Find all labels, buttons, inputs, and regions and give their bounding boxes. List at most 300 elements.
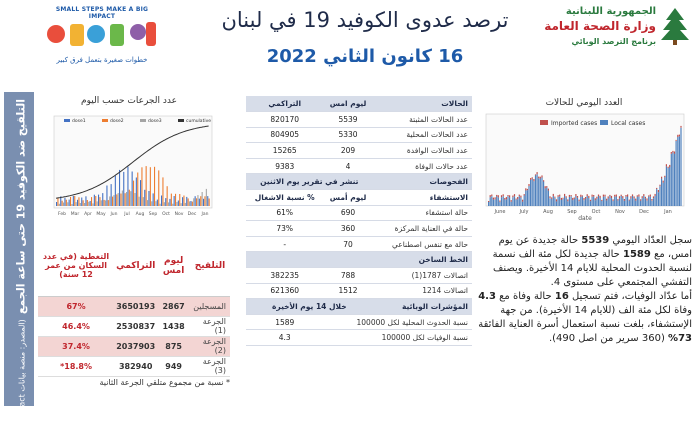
vaccination-bar (151, 201, 152, 206)
vaccination-bar (200, 196, 201, 206)
daily-local-bar (640, 201, 641, 206)
vaccination-bar (56, 202, 57, 206)
daily-local-bar (619, 198, 620, 206)
daily-imported-bar (546, 186, 547, 187)
vaccination-bar (66, 200, 67, 206)
daily-local-bar (528, 186, 529, 206)
daily-imported-bar (507, 195, 508, 196)
daily-imported-bar (559, 195, 560, 197)
daily-local-bar (629, 201, 630, 206)
daily-imported-bar (520, 196, 521, 198)
daily-imported-bar (627, 194, 628, 196)
vaccination-bar (119, 170, 120, 206)
legend-swatch (178, 119, 184, 122)
row-cumulative: 15265 (246, 143, 323, 159)
daily-imported-bar (527, 189, 528, 190)
daily-local-bar (575, 196, 576, 206)
daily-imported-bar (676, 140, 677, 141)
vaccination-bar (122, 191, 123, 207)
month-tick-label: July (519, 209, 529, 215)
hosp-header-row (246, 190, 472, 206)
table-row (246, 205, 472, 221)
month-tick-label: Jan (664, 209, 672, 215)
daily-imported-bar (672, 151, 673, 153)
row-label: عدد الحالات المحلية (373, 127, 472, 143)
table-row (246, 221, 472, 237)
row-label: اتصالات 1787(1) (373, 268, 472, 284)
tests-header-row (246, 174, 472, 190)
daily-imported-bar (506, 197, 507, 199)
vaccination-bar (176, 202, 177, 206)
page-title: ترصد عدوى الكوفيد 19 في لبنان (221, 8, 509, 32)
daily-imported-bar (603, 195, 604, 197)
summary-text-part: أما عدّاد الوفيات، فتم تسجيل (571, 291, 692, 302)
table-row (246, 127, 472, 143)
vaccination-bar (158, 170, 159, 206)
daily-imported-bar (606, 199, 607, 201)
summary-text-part: سجل العدّاد اليومي (612, 235, 692, 246)
daily-imported-bar (545, 186, 546, 188)
vac-row-cumulative: 2037903 (114, 336, 157, 356)
row-today: 70 (323, 236, 372, 252)
vaccination-bar (178, 201, 179, 207)
hotline-header-row (246, 252, 472, 268)
vaccination-bar (57, 198, 58, 207)
row-today: 4 (323, 158, 372, 174)
ministry-logo (542, 4, 694, 54)
daily-imported-bar (601, 200, 602, 201)
daily-local-bar (520, 198, 521, 207)
vaccination-bar (175, 194, 176, 206)
summary-text-part: (360 سرير من اصل 490). (548, 333, 665, 344)
daily-imported-bar (655, 194, 656, 196)
daily-local-bar (541, 177, 542, 206)
vaccination-bar (169, 199, 170, 206)
daily-imported-bar (498, 195, 499, 197)
daily-imported-bar (583, 198, 584, 200)
vaccination-bar (190, 201, 191, 206)
daily-imported-bar (595, 198, 596, 200)
vac-row-coverage: 46.4% (38, 316, 114, 336)
month-tick-label: Nov (615, 209, 625, 215)
daily-imported-bar (600, 196, 601, 198)
daily-local-bar (659, 186, 660, 206)
summary-cases: 5539 (581, 235, 610, 246)
daily-local-bar (580, 197, 581, 206)
daily-local-bar (679, 136, 680, 206)
daily-local-bar (548, 191, 549, 206)
month-tick-label: Oct (162, 212, 170, 217)
row-value: 1589 (246, 314, 323, 330)
daily-imported-bar (637, 195, 638, 196)
daily-local-bar (583, 200, 584, 206)
daily-imported-bar (493, 198, 494, 200)
vaccination-bar (165, 198, 166, 206)
vac-header-cumulative: التراكمي (114, 236, 157, 296)
vaccination-bar (71, 204, 72, 206)
vaccination-bar (199, 199, 200, 206)
daily-imported-bar (632, 194, 633, 196)
month-tick-label: Feb (58, 212, 66, 217)
vaccination-bar (133, 181, 134, 206)
daily-local-bar (498, 197, 499, 206)
daily-imported-bar (556, 199, 557, 201)
vaccination-bar (74, 196, 75, 206)
table-row (246, 112, 472, 128)
daily-local-bar (587, 196, 588, 206)
vaccination-bar (125, 193, 126, 206)
daily-local-bar (658, 192, 659, 206)
vaccination-bar (97, 201, 98, 206)
daily-local-bar (496, 196, 497, 206)
daily-local-bar (601, 201, 602, 206)
vac-header-coverage: التغطية (في عدد السكان من عمر 12 سنة) (38, 236, 114, 296)
daily-imported-bar (679, 135, 680, 137)
daily-local-bar (566, 198, 567, 206)
daily-local-bar (634, 198, 635, 206)
vaccination-bar (185, 203, 186, 206)
daily-local-bar (669, 167, 670, 206)
vaccination-bar (203, 199, 204, 206)
daily-local-bar (511, 202, 512, 206)
row-today: 360 (323, 221, 372, 237)
vaccination-bar (171, 194, 172, 206)
daily-local-bar (572, 200, 573, 206)
tests-header-note: تنشر في تقرير يوم الاثنين (246, 174, 373, 190)
daily-imported-bar (564, 194, 565, 196)
daily-local-bar (582, 196, 583, 206)
daily-imported-bar (511, 200, 512, 202)
vaccination-bar (118, 193, 119, 206)
vaccination-bar (134, 193, 135, 206)
summary-text (478, 234, 692, 346)
vaccination-bar (146, 166, 147, 206)
vac-row-label: الجرعة (3) (190, 356, 230, 376)
daily-imported-bar (663, 181, 664, 183)
daily-imported-bar (558, 195, 559, 197)
daily-local-bar (493, 199, 494, 206)
daily-local-bar (525, 191, 526, 207)
month-tick-label: Dec (187, 212, 197, 217)
table-row (246, 158, 472, 174)
daily-local-bar (617, 201, 618, 207)
daily-local-bar (606, 200, 607, 206)
vaccination-bar (80, 203, 81, 206)
vaccination-bar (136, 178, 137, 207)
daily-imported-bar (577, 196, 578, 198)
daily-imported-bar (625, 195, 626, 197)
daily-local-bar (635, 201, 636, 206)
row-label: حالة في العناية المركزة (373, 221, 472, 237)
summary-paragraph-1 (478, 234, 692, 290)
daily-local-bar (517, 199, 518, 206)
daily-imported-bar (661, 177, 662, 179)
month-tick-label: Apr (84, 212, 92, 217)
daily-imported-bar (658, 190, 659, 192)
daily-imported-bar (554, 197, 555, 198)
daily-local-bar (666, 166, 667, 206)
daily-local-bar (680, 128, 681, 206)
vaccination-bar (195, 196, 196, 206)
vaccination-bar (130, 191, 131, 206)
indicators-header-period: خلال 14 يوم الأخيرة (246, 299, 373, 315)
legend-label: dose2 (110, 119, 124, 124)
row-label: عدد الحالات المثبتة (373, 112, 472, 128)
daily-imported-bar (674, 152, 675, 154)
vaccination-bar (188, 198, 189, 206)
daily-local-bar (527, 190, 528, 206)
daily-local-bar (506, 199, 507, 206)
vaccination-bar (101, 200, 102, 206)
daily-local-bar (553, 196, 554, 206)
vaccination-bar (193, 198, 194, 206)
daily-local-bar (642, 198, 643, 206)
daily-local-bar (638, 197, 639, 206)
daily-imported-bar (566, 196, 567, 198)
daily-local-bar (551, 199, 552, 206)
legend-label: dose1 (72, 119, 86, 124)
daily-imported-bar (562, 198, 563, 199)
daily-imported-bar (561, 198, 562, 200)
vaccination-bar (196, 198, 197, 206)
vac-row-coverage: 37.4% (38, 336, 114, 356)
row-today: 690 (323, 205, 372, 221)
daily-local-bar (645, 198, 646, 206)
table-header-row (246, 96, 472, 112)
daily-imported-bar (579, 200, 580, 202)
daily-imported-bar (488, 201, 489, 202)
vaccination-footnote: * نسبة من مجموع متلقي الجرعة الثانية (99, 378, 230, 387)
vaccination-bar (106, 186, 107, 207)
table-row (38, 316, 230, 336)
legend-swatch (140, 119, 146, 122)
vaccination-bar (161, 196, 162, 207)
daily-imported-bar (609, 195, 610, 196)
vaccination-bar (209, 199, 210, 207)
daily-imported-bar (572, 198, 573, 200)
row-today: 5330 (323, 127, 372, 143)
daily-imported-bar (519, 195, 520, 197)
indicators-header-row (246, 299, 472, 315)
daily-local-bar (556, 201, 557, 206)
vaccination-bar (73, 196, 74, 206)
vaccination-bar (172, 204, 173, 206)
daily-imported-bar (514, 194, 515, 196)
daily-local-bar (655, 196, 656, 206)
daily-imported-bar (543, 180, 544, 181)
cases-header-today: ليوم امس (323, 96, 372, 112)
vaccination-chart (40, 96, 218, 226)
daily-local-bar (503, 196, 504, 206)
daily-imported-bar (501, 195, 502, 197)
vaccination-side-banner (4, 92, 34, 425)
daily-local-bar (603, 197, 604, 206)
legend-swatch (102, 119, 108, 122)
daily-local-bar (567, 201, 568, 206)
vac-row-cumulative: 382940 (114, 356, 157, 376)
vac-row-coverage: 18.8%* (38, 356, 114, 376)
daily-imported-bar (590, 200, 591, 201)
vaccination-bar (126, 192, 127, 206)
indicators-header-label: المؤشرات الوبائية (373, 299, 472, 315)
daily-imported-bar (504, 198, 505, 200)
vaccination-bar (197, 195, 198, 206)
daily-imported-bar (648, 195, 649, 196)
daily-cases-chart (480, 96, 688, 224)
daily-imported-bar (524, 194, 525, 195)
month-tick-label: Jun (110, 212, 118, 217)
daily-imported-bar (509, 195, 510, 197)
daily-imported-bar (614, 195, 615, 197)
daily-imported-bar (680, 126, 681, 128)
report-header (0, 0, 700, 92)
vaccination-chart-plot (40, 108, 218, 226)
vaccination-bar (95, 196, 96, 206)
row-label: عدد الحالات الوافدة (373, 143, 472, 159)
row-cumulative: 382235 (246, 268, 323, 284)
daily-local-bar (585, 199, 586, 206)
daily-imported-bar (643, 194, 644, 196)
daily-imported-bar (549, 196, 550, 198)
daily-imported-bar (619, 196, 620, 198)
daily-imported-bar (664, 176, 665, 177)
table-row (38, 356, 230, 376)
daily-imported-bar (656, 188, 657, 189)
ministry-line-3: برنامج الترصد الوبائي (571, 37, 656, 46)
daily-imported-bar (592, 195, 593, 197)
daily-imported-bar (517, 197, 518, 199)
vaccination-bar (64, 198, 65, 206)
daily-imported-bar (596, 197, 597, 199)
row-label: حالة استشفاء (373, 205, 472, 221)
month-tick-label: Jan (201, 212, 209, 217)
vaccination-bar (153, 193, 154, 206)
daily-local-bar (524, 196, 525, 207)
vac-row-coverage: 67% (38, 296, 114, 316)
daily-local-bar (598, 196, 599, 206)
vaccination-bar (155, 201, 156, 206)
daily-imported-bar (608, 196, 609, 198)
vac-row-cumulative: 3650193 (114, 296, 157, 316)
daily-imported-bar (668, 167, 669, 168)
table-row (38, 296, 230, 316)
daily-local-bar (674, 154, 675, 206)
daily-imported-bar (491, 195, 492, 197)
hosp-header-label: الاستشفاء (373, 190, 472, 206)
daily-local-bar (571, 196, 572, 206)
banner-title: التلقيح ضد الكوفيد 19 حتى ساعة الجمع (14, 99, 28, 315)
daily-imported-bar (588, 196, 589, 198)
daily-imported-bar (638, 194, 639, 196)
summary-death-rate: 4.3 (478, 291, 496, 302)
daily-imported-bar (651, 199, 652, 201)
daily-local-bar (549, 198, 550, 206)
daily-imported-bar (571, 195, 572, 196)
daily-local-bar (637, 197, 638, 206)
vaccination-bar (59, 204, 60, 206)
vaccination-bar (148, 191, 149, 206)
daily-local-bar (554, 198, 555, 206)
row-pct: 73% (246, 221, 323, 237)
daily-local-bar (495, 199, 496, 206)
daily-local-bar (648, 197, 649, 206)
table-row (246, 314, 472, 330)
vaccination-bar (78, 197, 79, 206)
vaccination-bar (91, 197, 92, 206)
vaccination-bar (88, 202, 89, 206)
daily-local-bar (609, 196, 610, 206)
daily-imported-bar (634, 196, 635, 198)
daily-imported-bar (629, 200, 630, 201)
vaccination-bar (104, 200, 105, 206)
vaccination-chart-title: عدد الجرعات حسب اليوم (81, 96, 177, 106)
cases-header-label: الحالات (373, 96, 472, 112)
daily-imported-bar (499, 201, 500, 202)
vaccination-bar (144, 190, 145, 206)
daily-local-bar (579, 201, 580, 206)
daily-local-bar (677, 137, 678, 206)
vaccination-bar (164, 202, 165, 206)
daily-local-bar (588, 198, 589, 206)
daily-imported-bar (538, 177, 539, 179)
daily-local-bar (561, 200, 562, 206)
summary-paragraph-2 (478, 290, 692, 346)
summary-deaths: 16 (554, 291, 569, 302)
daily-imported-bar (616, 195, 617, 197)
daily-local-bar (664, 177, 665, 206)
legend-label: dose3 (148, 119, 162, 124)
daily-local-bar (661, 179, 662, 206)
daily-local-bar (656, 189, 657, 206)
month-tick-label: Mar (70, 212, 80, 217)
daily-local-bar (577, 198, 578, 206)
daily-imported-bar (551, 197, 552, 199)
vaccination-bar (112, 197, 113, 206)
daily-chart-xlabel: date (578, 215, 592, 222)
month-tick-label: Aug (135, 212, 145, 217)
daily-imported-bar (548, 189, 549, 191)
vaccination-bar (150, 167, 151, 206)
vaccination-bar (157, 200, 158, 206)
vaccination-bar (92, 203, 93, 206)
daily-local-bar (651, 201, 652, 206)
daily-imported-bar (541, 175, 542, 177)
daily-imported-bar (621, 195, 622, 196)
month-tick-label: Dec (639, 209, 649, 215)
daily-imported-bar (496, 195, 497, 196)
row-label: اتصالات 1214 (373, 283, 472, 299)
daily-imported-bar (537, 172, 538, 174)
vaccination-bar (94, 195, 95, 206)
summary-rate: 1589 (623, 249, 651, 260)
row-value: 4.3 (246, 330, 323, 346)
daily-local-bar (545, 188, 546, 206)
campaign-tagline: SMALL STEPS MAKE A BIG IMPACT (55, 6, 149, 20)
campaign-subtitle: خطوات صغيرة بتعمل فرق كبير (56, 56, 148, 64)
vaccination-bar (83, 200, 84, 206)
daily-local-bar (504, 200, 505, 207)
daily-local-bar (546, 188, 547, 207)
daily-imported-bar (642, 196, 643, 198)
daily-local-bar (501, 197, 502, 206)
vaccination-bar (141, 167, 142, 206)
daily-local-bar (569, 197, 570, 206)
daily-local-bar (516, 200, 517, 206)
vaccination-bar (140, 180, 141, 206)
daily-imported-bar (540, 177, 541, 179)
vaccination-bar (204, 196, 205, 206)
row-label: حالة مع تنفس اصطناعي (373, 236, 472, 252)
